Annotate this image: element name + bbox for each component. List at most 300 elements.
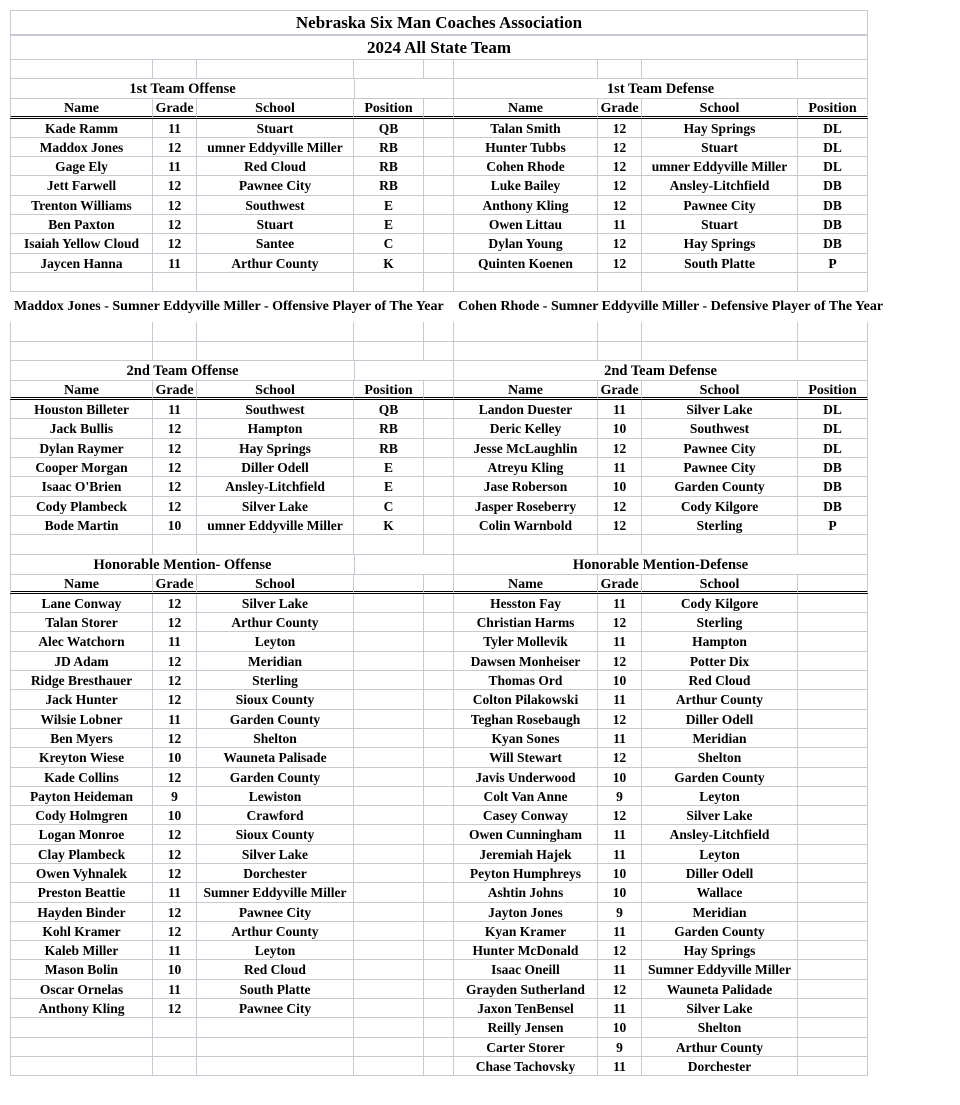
table-row: [10, 787, 868, 806]
table-row: [10, 999, 868, 1018]
player-name: Anthony Kling: [454, 196, 598, 215]
player-name: Ridge Bresthauer: [10, 671, 153, 690]
empty-cell: [798, 535, 868, 554]
player-name: Kaleb Miller: [10, 941, 153, 960]
player-grade: 10: [153, 516, 197, 535]
section-title-right: 2nd Team Defense: [454, 361, 868, 381]
player-grade: 12: [598, 806, 642, 825]
player-position: [798, 960, 868, 979]
empty-cell: [424, 535, 454, 554]
player-name: Colt Van Anne: [454, 787, 598, 806]
player-grade: 11: [598, 960, 642, 979]
player-school: umner Eddyville Miller: [197, 516, 354, 535]
empty-cell: [354, 575, 424, 594]
section-title-left: 1st Team Offense: [10, 79, 354, 99]
player-name: Dylan Young: [454, 234, 598, 253]
empty-cell: [354, 342, 424, 361]
empty-cell: [197, 342, 354, 361]
table-row: [10, 903, 868, 922]
empty-cell: [642, 60, 798, 79]
player-name: Cody Holmgren: [10, 806, 153, 825]
table-row: [10, 845, 868, 864]
player-school: Silver Lake: [642, 999, 798, 1018]
player-school: Meridian: [642, 729, 798, 748]
player-position: [354, 787, 424, 806]
empty-cell: [197, 273, 354, 292]
player-grade: 11: [153, 254, 197, 273]
player-position: DB: [798, 497, 868, 516]
player-grade: 12: [598, 196, 642, 215]
player-school: Hampton: [197, 419, 354, 438]
player-grade: 10: [598, 768, 642, 787]
table-row: [10, 400, 868, 419]
player-name: [10, 1057, 153, 1076]
player-school: Leyton: [642, 845, 798, 864]
player-position: RB: [354, 138, 424, 157]
defensive-player-of-year: Cohen Rhode - Sumner Eddyville Miller - Defensive Player of The Year: [458, 299, 884, 315]
player-grade: 12: [153, 138, 197, 157]
empty-row: [10, 273, 868, 292]
player-school: Cody Kilgore: [642, 497, 798, 516]
player-position: [354, 671, 424, 690]
player-school: South Platte: [197, 980, 354, 999]
player-position: C: [354, 234, 424, 253]
empty-cell: [424, 768, 454, 787]
player-grade: 10: [598, 419, 642, 438]
player-name: Jaxon TenBensel: [454, 999, 598, 1018]
player-name: Carter Storer: [454, 1038, 598, 1057]
player-grade: 9: [153, 787, 197, 806]
empty-cell: [798, 60, 868, 79]
player-school: Arthur County: [642, 1038, 798, 1057]
player-school: Silver Lake: [642, 806, 798, 825]
player-name: Cooper Morgan: [10, 458, 153, 477]
header-name: Name: [454, 381, 598, 400]
player-position: [354, 883, 424, 902]
section-spacer: [354, 555, 454, 575]
empty-cell: [424, 632, 454, 651]
header-position: Position: [354, 381, 424, 400]
empty-cell: [424, 1018, 454, 1037]
player-position: RB: [354, 439, 424, 458]
player-school: Crawford: [197, 806, 354, 825]
player-position: DB: [798, 196, 868, 215]
player-school: Sterling: [642, 613, 798, 632]
player-school: Arthur County: [642, 690, 798, 709]
player-school: [197, 1057, 354, 1076]
table-row: [10, 748, 868, 767]
player-school: Silver Lake: [197, 845, 354, 864]
player-name: Talan Storer: [10, 613, 153, 632]
player-grade: 10: [598, 1018, 642, 1037]
player-position: [354, 1038, 424, 1057]
player-name: Trenton Williams: [10, 196, 153, 215]
empty-cell: [642, 322, 798, 341]
player-school: Shelton: [642, 1018, 798, 1037]
player-school: Silver Lake: [197, 497, 354, 516]
player-name: Hunter Tubbs: [454, 138, 598, 157]
empty-cell: [424, 400, 454, 419]
player-name: Casey Conway: [454, 806, 598, 825]
empty-cell: [454, 342, 598, 361]
player-of-year-row: [10, 292, 884, 322]
player-name: Colton Pilakowski: [454, 690, 598, 709]
empty-cell: [424, 215, 454, 234]
table-row: [10, 254, 868, 273]
player-grade: 12: [153, 671, 197, 690]
player-position: [354, 710, 424, 729]
player-name: Quinten Koenen: [454, 254, 598, 273]
player-position: [798, 613, 868, 632]
empty-cell: [798, 575, 868, 594]
player-name: Talan Smith: [454, 119, 598, 138]
player-name: Clay Plambeck: [10, 845, 153, 864]
player-school: Stuart: [197, 215, 354, 234]
header-school: School: [197, 575, 354, 594]
empty-cell: [153, 60, 197, 79]
table-row: [10, 960, 868, 979]
column-header-row: [10, 381, 868, 400]
player-position: RB: [354, 176, 424, 195]
player-grade: 12: [153, 196, 197, 215]
player-grade: [153, 1057, 197, 1076]
empty-cell: [424, 922, 454, 941]
player-grade: 12: [598, 613, 642, 632]
empty-cell: [424, 980, 454, 999]
empty-cell: [153, 322, 197, 341]
player-name: Bode Martin: [10, 516, 153, 535]
empty-cell: [424, 671, 454, 690]
table-row: [10, 176, 868, 195]
empty-cell: [424, 477, 454, 496]
player-name: Luke Bailey: [454, 176, 598, 195]
offensive-player-of-year: Maddox Jones - Sumner Eddyville Miller - Offensive Player of The Year: [14, 299, 444, 315]
table-row: [10, 613, 868, 632]
player-position: QB: [354, 400, 424, 419]
player-grade: [153, 1038, 197, 1057]
player-grade: 12: [598, 234, 642, 253]
table-row: [10, 690, 868, 709]
section-spacer: [354, 79, 454, 99]
player-school: Southwest: [642, 419, 798, 438]
player-name: [10, 1018, 153, 1037]
empty-cell: [454, 535, 598, 554]
player-position: [354, 632, 424, 651]
player-position: DL: [798, 400, 868, 419]
player-name: Hesston Fay: [454, 594, 598, 613]
player-name: Oscar Ornelas: [10, 980, 153, 999]
player-grade: 12: [153, 825, 197, 844]
player-name: Lane Conway: [10, 594, 153, 613]
player-position: [798, 864, 868, 883]
player-grade: 12: [598, 176, 642, 195]
table-row: [10, 710, 868, 729]
player-grade: 12: [153, 176, 197, 195]
player-grade: 12: [153, 729, 197, 748]
all-state-spreadsheet: [10, 10, 884, 1076]
empty-cell: [642, 535, 798, 554]
player-name: Will Stewart: [454, 748, 598, 767]
player-name: [10, 1038, 153, 1057]
player-name: Owen Cunningham: [454, 825, 598, 844]
player-school: Hay Springs: [642, 119, 798, 138]
player-name: Kade Collins: [10, 768, 153, 787]
empty-cell: [424, 322, 454, 341]
empty-cell: [424, 575, 454, 594]
header-school: School: [642, 381, 798, 400]
empty-cell: [424, 652, 454, 671]
player-grade: 12: [598, 652, 642, 671]
empty-cell: [10, 322, 153, 341]
empty-cell: [424, 419, 454, 438]
player-grade: 12: [153, 922, 197, 941]
player-grade: 10: [598, 477, 642, 496]
player-grade: 12: [598, 748, 642, 767]
player-position: [798, 903, 868, 922]
player-school: Red Cloud: [197, 960, 354, 979]
player-school: Sumner Eddyville Miller: [197, 883, 354, 902]
player-position: [354, 922, 424, 941]
player-position: [354, 594, 424, 613]
empty-cell: [10, 535, 153, 554]
player-name: Isaac O'Brien: [10, 477, 153, 496]
player-name: Jeremiah Hajek: [454, 845, 598, 864]
player-name: Houston Billeter: [10, 400, 153, 419]
empty-cell: [454, 60, 598, 79]
player-position: E: [354, 196, 424, 215]
table-row: [10, 458, 868, 477]
empty-cell: [454, 322, 598, 341]
player-grade: 11: [153, 883, 197, 902]
player-name: Logan Monroe: [10, 825, 153, 844]
empty-cell: [354, 60, 424, 79]
empty-cell: [424, 1057, 454, 1076]
empty-row: [10, 60, 868, 79]
empty-cell: [424, 234, 454, 253]
section-title-row: [10, 361, 868, 381]
empty-cell: [424, 960, 454, 979]
player-grade: 12: [598, 254, 642, 273]
player-grade: 12: [153, 458, 197, 477]
empty-cell: [354, 322, 424, 341]
player-position: P: [798, 254, 868, 273]
player-name: Cody Plambeck: [10, 497, 153, 516]
player-grade: 12: [598, 138, 642, 157]
empty-cell: [424, 787, 454, 806]
player-name: Thomas Ord: [454, 671, 598, 690]
sheet-body: [10, 60, 884, 1076]
player-name: Ben Myers: [10, 729, 153, 748]
header-grade: Grade: [598, 381, 642, 400]
player-name: Jett Farwell: [10, 176, 153, 195]
player-school: umner Eddyville Miller: [197, 138, 354, 157]
player-school: Shelton: [642, 748, 798, 767]
player-name: Kreyton Wiese: [10, 748, 153, 767]
player-name: Isaiah Yellow Cloud: [10, 234, 153, 253]
player-name: Anthony Kling: [10, 999, 153, 1018]
player-grade: 12: [153, 215, 197, 234]
table-row: [10, 825, 868, 844]
player-grade: 11: [153, 400, 197, 419]
player-school: Stuart: [642, 215, 798, 234]
player-position: C: [354, 497, 424, 516]
player-school: Leyton: [197, 632, 354, 651]
player-grade: 11: [153, 980, 197, 999]
player-grade: 10: [598, 883, 642, 902]
empty-cell: [424, 729, 454, 748]
player-grade: 12: [153, 864, 197, 883]
player-school: Stuart: [642, 138, 798, 157]
empty-cell: [424, 999, 454, 1018]
player-grade: 11: [153, 157, 197, 176]
player-name: Christian Harms: [454, 613, 598, 632]
player-school: Garden County: [642, 477, 798, 496]
player-position: K: [354, 254, 424, 273]
empty-cell: [424, 845, 454, 864]
player-school: Leyton: [642, 787, 798, 806]
player-school: Silver Lake: [642, 400, 798, 419]
empty-cell: [424, 439, 454, 458]
player-school: Arthur County: [197, 922, 354, 941]
player-position: DL: [798, 157, 868, 176]
player-school: Sioux County: [197, 690, 354, 709]
player-name: Atreyu Kling: [454, 458, 598, 477]
player-name: Owen Vyhnalek: [10, 864, 153, 883]
player-school: Meridian: [642, 903, 798, 922]
table-row: [10, 941, 868, 960]
player-name: Jaycen Hanna: [10, 254, 153, 273]
player-position: [798, 768, 868, 787]
player-name: Kyan Sones: [454, 729, 598, 748]
player-grade: 12: [153, 419, 197, 438]
player-grade: 12: [153, 845, 197, 864]
player-grade: 12: [153, 477, 197, 496]
header-school: School: [642, 99, 798, 118]
player-grade: 12: [598, 439, 642, 458]
player-position: [354, 748, 424, 767]
player-school: Wallace: [642, 883, 798, 902]
table-row: [10, 729, 868, 748]
empty-cell: [197, 535, 354, 554]
player-grade: 12: [153, 594, 197, 613]
empty-cell: [798, 273, 868, 292]
player-grade: 11: [598, 1057, 642, 1076]
section-title-left: Honorable Mention- Offense: [10, 555, 354, 575]
player-school: Hay Springs: [642, 941, 798, 960]
player-position: [798, 710, 868, 729]
header-name: Name: [454, 99, 598, 118]
table-row: [10, 1057, 868, 1076]
player-position: P: [798, 516, 868, 535]
empty-cell: [153, 273, 197, 292]
player-position: [354, 903, 424, 922]
player-school: Southwest: [197, 196, 354, 215]
table-row: [10, 671, 868, 690]
empty-cell: [424, 273, 454, 292]
empty-row: [10, 342, 868, 361]
player-school: Ansley-Litchfield: [642, 176, 798, 195]
player-school: Sumner Eddyville Miller: [642, 960, 798, 979]
player-name: Kohl Kramer: [10, 922, 153, 941]
empty-cell: [454, 273, 598, 292]
table-row: [10, 768, 868, 787]
player-school: Pawnee City: [642, 196, 798, 215]
player-name: Dawsen Monheiser: [454, 652, 598, 671]
player-name: Jack Hunter: [10, 690, 153, 709]
player-school: Garden County: [197, 768, 354, 787]
player-position: [354, 845, 424, 864]
section-spacer: [354, 361, 454, 381]
player-school: Lewiston: [197, 787, 354, 806]
player-grade: 12: [153, 903, 197, 922]
empty-cell: [424, 903, 454, 922]
player-name: Colin Warnbold: [454, 516, 598, 535]
player-grade: 11: [598, 400, 642, 419]
player-grade: 11: [598, 999, 642, 1018]
empty-cell: [424, 864, 454, 883]
player-name: Jayton Jones: [454, 903, 598, 922]
table-row: [10, 632, 868, 651]
player-school: Garden County: [197, 710, 354, 729]
player-grade: 12: [598, 980, 642, 999]
player-position: [798, 941, 868, 960]
player-grade: 12: [153, 234, 197, 253]
player-name: Payton Heideman: [10, 787, 153, 806]
table-row: [10, 497, 868, 516]
player-school: Dorchester: [197, 864, 354, 883]
player-position: [354, 690, 424, 709]
empty-cell: [424, 458, 454, 477]
empty-cell: [354, 273, 424, 292]
header-school: School: [197, 381, 354, 400]
empty-cell: [424, 710, 454, 729]
player-position: [798, 748, 868, 767]
empty-cell: [354, 535, 424, 554]
player-name: Isaac Oneill: [454, 960, 598, 979]
player-grade: 11: [598, 690, 642, 709]
player-grade: 12: [153, 613, 197, 632]
empty-cell: [798, 322, 868, 341]
header-grade: Grade: [598, 575, 642, 594]
player-school: Meridian: [197, 652, 354, 671]
player-school: Potter Dix: [642, 652, 798, 671]
player-school: Diller Odell: [642, 710, 798, 729]
player-grade: 11: [598, 632, 642, 651]
player-school: Sterling: [197, 671, 354, 690]
player-position: E: [354, 477, 424, 496]
empty-cell: [424, 60, 454, 79]
player-name: Landon Duester: [454, 400, 598, 419]
column-header-row: [10, 575, 868, 594]
empty-cell: [197, 60, 354, 79]
table-row: [10, 138, 868, 157]
player-name: Kade Ramm: [10, 119, 153, 138]
player-grade: 11: [153, 941, 197, 960]
player-position: DB: [798, 234, 868, 253]
player-grade: 12: [598, 119, 642, 138]
player-school: Sterling: [642, 516, 798, 535]
player-school: Stuart: [197, 119, 354, 138]
player-school: Southwest: [197, 400, 354, 419]
empty-cell: [424, 157, 454, 176]
player-position: DB: [798, 176, 868, 195]
player-school: Cody Kilgore: [642, 594, 798, 613]
header-name: Name: [10, 575, 153, 594]
table-row: [10, 215, 868, 234]
player-school: umner Eddyville Miller: [642, 157, 798, 176]
player-position: DL: [798, 439, 868, 458]
player-name: Peyton Humphreys: [454, 864, 598, 883]
